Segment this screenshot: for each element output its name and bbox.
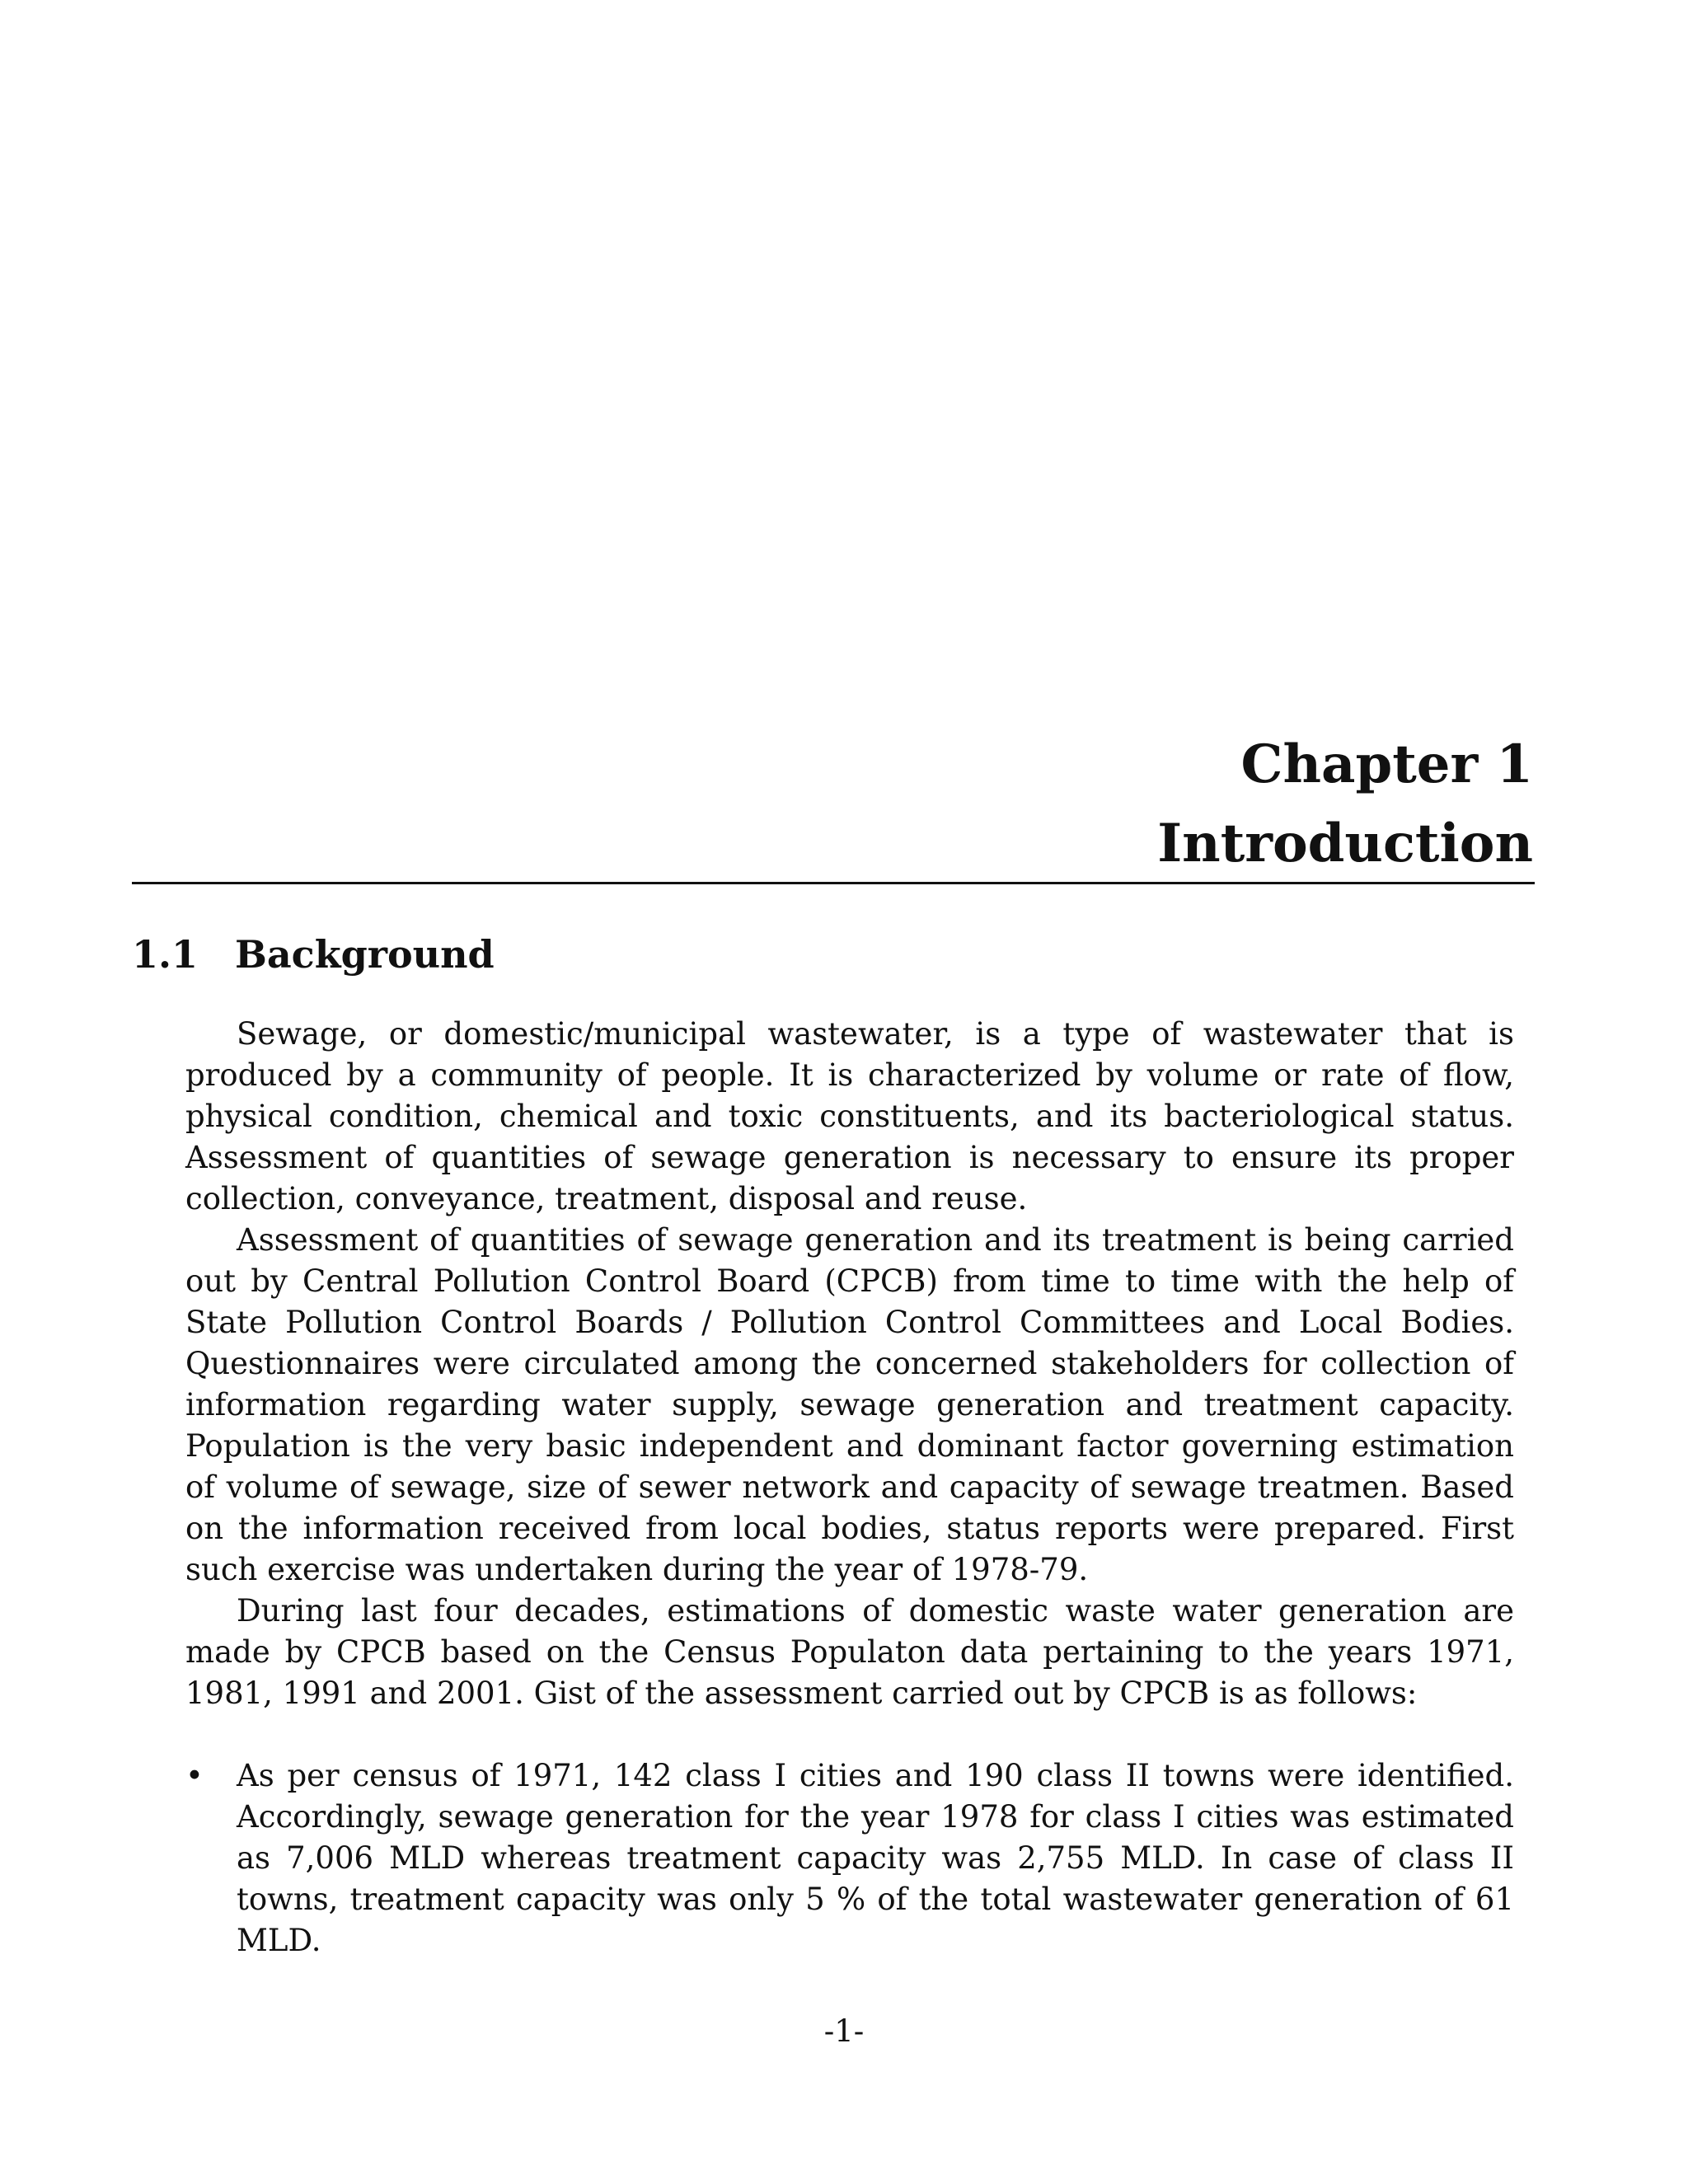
chapter-divider	[132, 882, 1535, 884]
paragraph: Sewage, or domestic/municipal wastewater, is a type of wastewater that is produced by a community of people. It is characterized by volume or rate of flow, physical condition, chemical and toxic constituents, and its bacteriological status. Assessment of quantities of sewage generation is necessary to ensure its proper collection, conveyance, treatment, disposal and reuse.	[185, 1016, 1514, 1216]
chapter-heading	[132, 725, 1533, 883]
body-text	[185, 1014, 1514, 1961]
section-title: Background	[235, 932, 495, 977]
page-number: -1-	[823, 2013, 865, 2049]
chapter-title: Introduction	[1157, 813, 1533, 874]
paragraph: Assessment of quantities of sewage generation and its treatment is being carried out by Central Pollution Control Board (CPCB) from time to time with the help of State Pollution Control Boards / Pollution Control Committees and Local Bodies. Questionnaires were circulated among the concerned stakeholders for collection of information regarding water supply, sewage generation and treatment capacity. Population is the very basic independent and dominant factor governing estimation of volume of sewage, size of sewer network and capacity of sewage treatmen. Based on the information received from local bodies, status reports were prepared. First such exercise was undertaken during the year of 1978-79.	[185, 1222, 1514, 1587]
bullet-icon: •	[185, 1758, 204, 1793]
section-heading	[132, 930, 495, 979]
bullet-text: As per census of 1971, 142 class I cities and 190 class II towns were identified. Accordingly, sewage generation for the year 1978 for class I cities was estimated as 7,006 MLD whereas treatment capacity was 2,755 MLD. In case of class II towns, treatment capacity was only 5 % of the total wastewater generation of 61 MLD.	[237, 1758, 1514, 1958]
bullet-item	[185, 1755, 1514, 1961]
section-number: 1.1	[132, 932, 199, 977]
paragraph: During last four decades, estimations of domestic waste water generation are made by CPCB based on the Census Populaton data pertaining to the years 1971, 1981, 1991 and 2001. Gist of the assessment carried out by CPCB is as follows:	[185, 1593, 1514, 1711]
chapter-label: Chapter 1	[1240, 733, 1533, 795]
bullet-list	[185, 1755, 1514, 1961]
